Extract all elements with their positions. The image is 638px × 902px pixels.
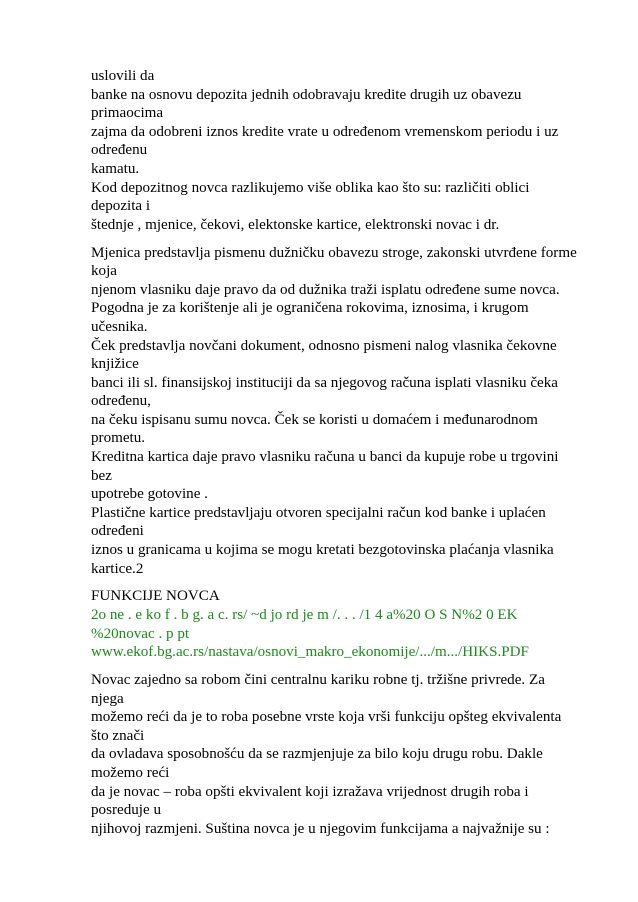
source-url-text: %20novac . p pt [91,625,190,642]
text-line: štednje , mjenice, čekovi, elektonske kartice, elektronski novac i dr. [91,216,500,233]
text-line: da je novac – roba opšti ekvivalent koji izražava vrijednost drugih roba i [91,783,529,800]
source-url-text: 2o ne . e ko f . b g. a c. rs/ ~d jo rd je m /. . . /1 4 a%20 O S N%2 0 EK [91,607,518,623]
text-line: prometu. [91,430,146,447]
text-line: njihovoj razmjeni. Suština novca je u njegovim funkcijama a najvažnije su : [91,820,550,837]
text-line: Mjenica predstavlja pismenu dužničku obavezu stroge, zakonski utvrđene forme [91,244,577,261]
text-line: možemo reći da je to roba posebne vrste koja vrši funkciju opšteg ekvivalenta [91,709,562,726]
text-line: FUNKCIJE NOVCA [91,588,220,605]
text-line: što znači [91,727,145,744]
text-line: knjižice [91,356,139,373]
text-line: zajma da odobreni iznos kredite vrate u određenom vremenskom periodu i uz [91,123,559,140]
text-line: određeni [91,523,144,540]
text-line: bez [91,467,112,484]
text-line: kamatu. [91,160,140,177]
text-line: upotrebe gotovine . [91,486,208,503]
text-line: Plastične kartice predstavljaju otvoren specijalni račun kod banke i uplaćen [91,504,546,521]
document-body [91,67,591,848]
text-line: učesnika. [91,318,148,335]
text-line: Kod depozitnog novca razlikujemo više oblika kao što su: različiti oblici [91,179,530,196]
text-line: njega [91,690,124,707]
text-line: određenu, [91,393,151,410]
text-line: Kreditna kartica daje pravo vlasniku računa u banci da kupuje robe u trgovini [91,449,559,466]
text-line: banke na osnovu depozita jednih odobravaju kredite drugih uz obavezu [91,86,522,103]
paragraph-mjenica-cek-kartice [91,244,591,579]
text-line: na čeku ispisanu sumu novca. Ček se koristi u domaćem i međunarodnom [91,411,538,428]
text-line: depozita i [91,198,151,215]
text-line: određenu [91,142,148,159]
source-url-link[interactable]: www.ekof.bg.ac.rs/nastava/osnovi_makro_ekonomije/.../m.../HIKS.PDF [91,644,529,661]
text-line: Novac zajedno sa robom čini centralnu kariku robne tj. tržišne privrede. Za [91,671,545,688]
text-line: Pogodna je za korištenje ali je ograničena rokovima, iznosima, i krugom [91,300,529,317]
text-line: Ček predstavlja novčani dokument, odnosno pismeni nalog vlasnika čekovne [91,337,557,354]
text-line: posreduje u [91,802,162,819]
text-line: iznos u granicama u kojima se mogu kretati bezgotovinska plaćanja vlasnika [91,542,554,559]
text-line: da ovladava sposobnošću da se razmjenjuje za bilo koju drugu robu. Dakle [91,746,543,763]
text-line: njenom vlasniku daje pravo da od dužnika traži isplatu određene sume novca. [91,281,560,298]
text-line: koja [91,263,117,280]
text-line: banci ili sl. finansijskoj instituciji da sa njegovog računa isplati vlasniku čeka [91,374,558,391]
text-line: kartice.2 [91,560,144,577]
text-line: uslovili da [91,68,155,84]
text-line: možemo reći [91,764,170,781]
text-line: primaocima [91,105,164,122]
paragraph-funkcije-novca-heading [91,587,591,661]
paragraph-novac-i-roba [91,671,591,838]
paragraph-depozitni-novac [91,67,591,234]
